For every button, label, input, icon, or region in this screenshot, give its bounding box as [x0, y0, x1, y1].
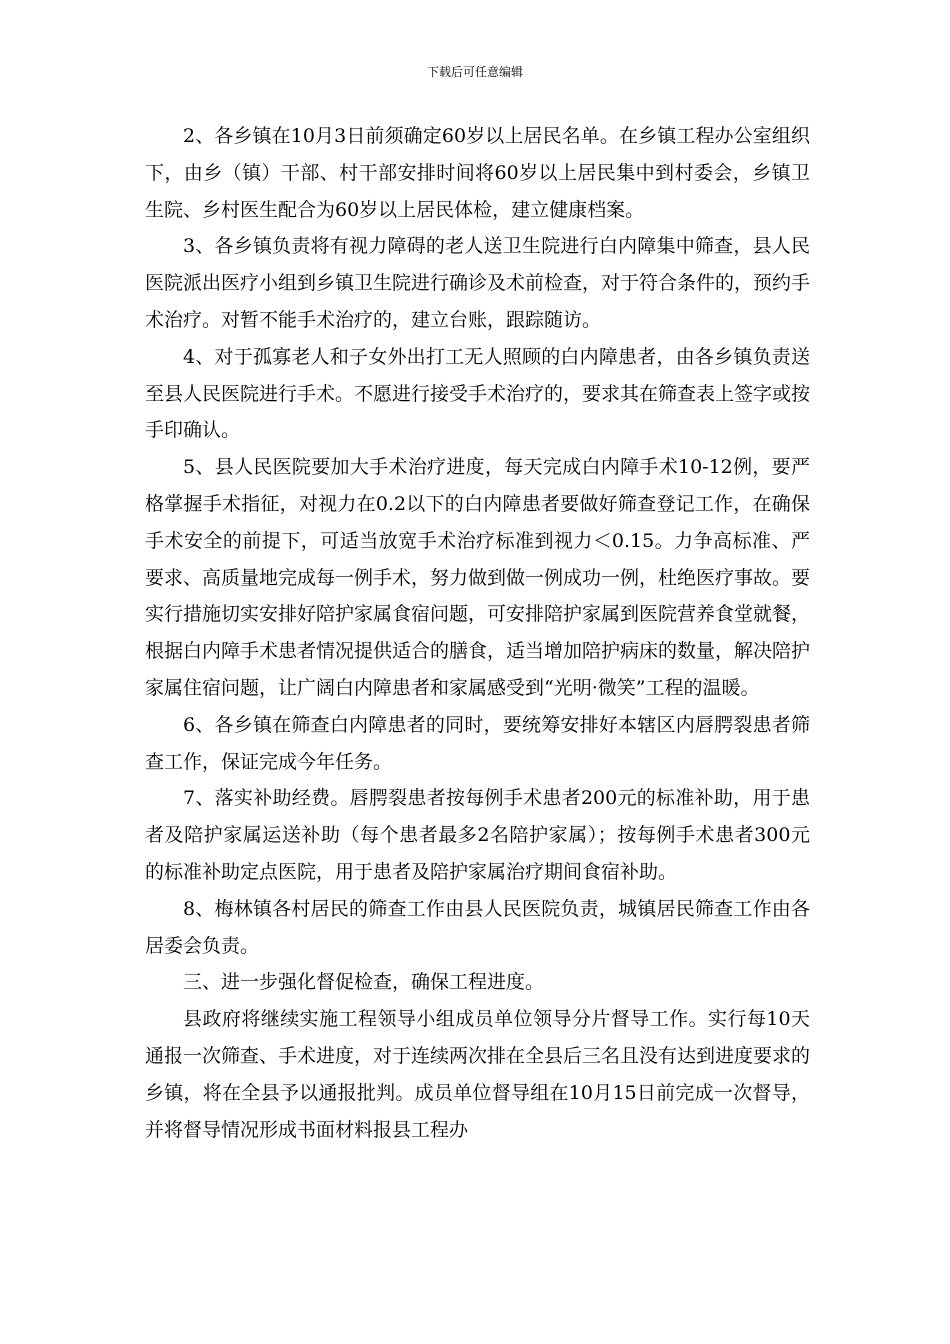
document-body	[145, 118, 810, 1148]
paragraph-item-8: 8、梅林镇各村居民的筛查工作由县人民医院负责，城镇居民筛查工作由各居委会负责。	[145, 897, 810, 957]
paragraph-item-6: 6、各乡镇在筛查白内障患者的同时，要统筹安排好本辖区内唇腭裂患者筛查工作，保证完成今年任务。	[145, 713, 810, 773]
paragraph-item-5: 5、县人民医院要加大手术治疗进度，每天完成白内障手术10-12例，要严格掌握手术指征，对视力在0.2以下的白内障患者要做好筛查登记工作，在确保手术安全的前提下，可适当放宽手术治疗标准到视力＜0.15。力争高标准、严要求、高质量地完成每一例手术，努力做到做一例成功一例，杜绝医疗事故。要实行措施切实安排好陪护家属食宿问题，可安排陪护家属到医院营养食堂就餐，根据白内障手术患者情况提供适合的膳食，适当增加陪护病床的数量，解决陪护家属住宿问题，让广阔白内障患者和家属感受到“光明·微笑”工程的温暖。	[145, 456, 811, 699]
paragraph-item-3: 3、各乡镇负责将有视力障碍的老人送卫生院进行白内障集中筛查，县人民医院派出医疗小组到乡镇卫生院进行确诊及术前检查，对于符合条件的，预约手术治疗。对暂不能手术治疗的，建立台账，跟踪随访。	[145, 235, 811, 331]
paragraph-item-7: 7、落实补助经费。唇腭裂患者按每例手术患者200元的标准补助，用于患者及陪护家属运送补助（每个患者最多2名陪护家属）；按每例手术患者300元的标准补助定点医院，用于患者及陪护家属治疗期间食宿补助。	[145, 787, 810, 883]
page-header: 下载后可任意编辑	[426, 65, 523, 79]
paragraph-item-4: 4、对于孤寡老人和子女外出打工无人照顾的白内障患者，由各乡镇负责送至县人民医院进行手术。不愿进行接受手术治疗的，要求其在筛查表上签字或按手印确认。	[145, 345, 811, 442]
section-heading-3: 三、进一步强化督促检查，确保工程进度。	[183, 971, 545, 994]
paragraph-supervision: 县政府将继续实施工程领导小组成员单位领导分片督导工作。实行每10天通报一次筛查、手术进度，对于连续两次排在全县后三名且没有达到进度要求的乡镇，将在全县予以通报批判。成员单位督导组在10月15日前完成一次督导，并将督导情况形成书面材料报县工程办	[145, 1008, 811, 1141]
paragraph-item-2: 2、各乡镇在10月3日前须确定60岁以上居民名单。在乡镇工程办公室组织下，由乡（镇）干部、村干部安排时间将60岁以上居民集中到村委会，乡镇卫生院、乡村医生配合为60岁以上居民体检，建立健康档案。	[145, 125, 810, 221]
